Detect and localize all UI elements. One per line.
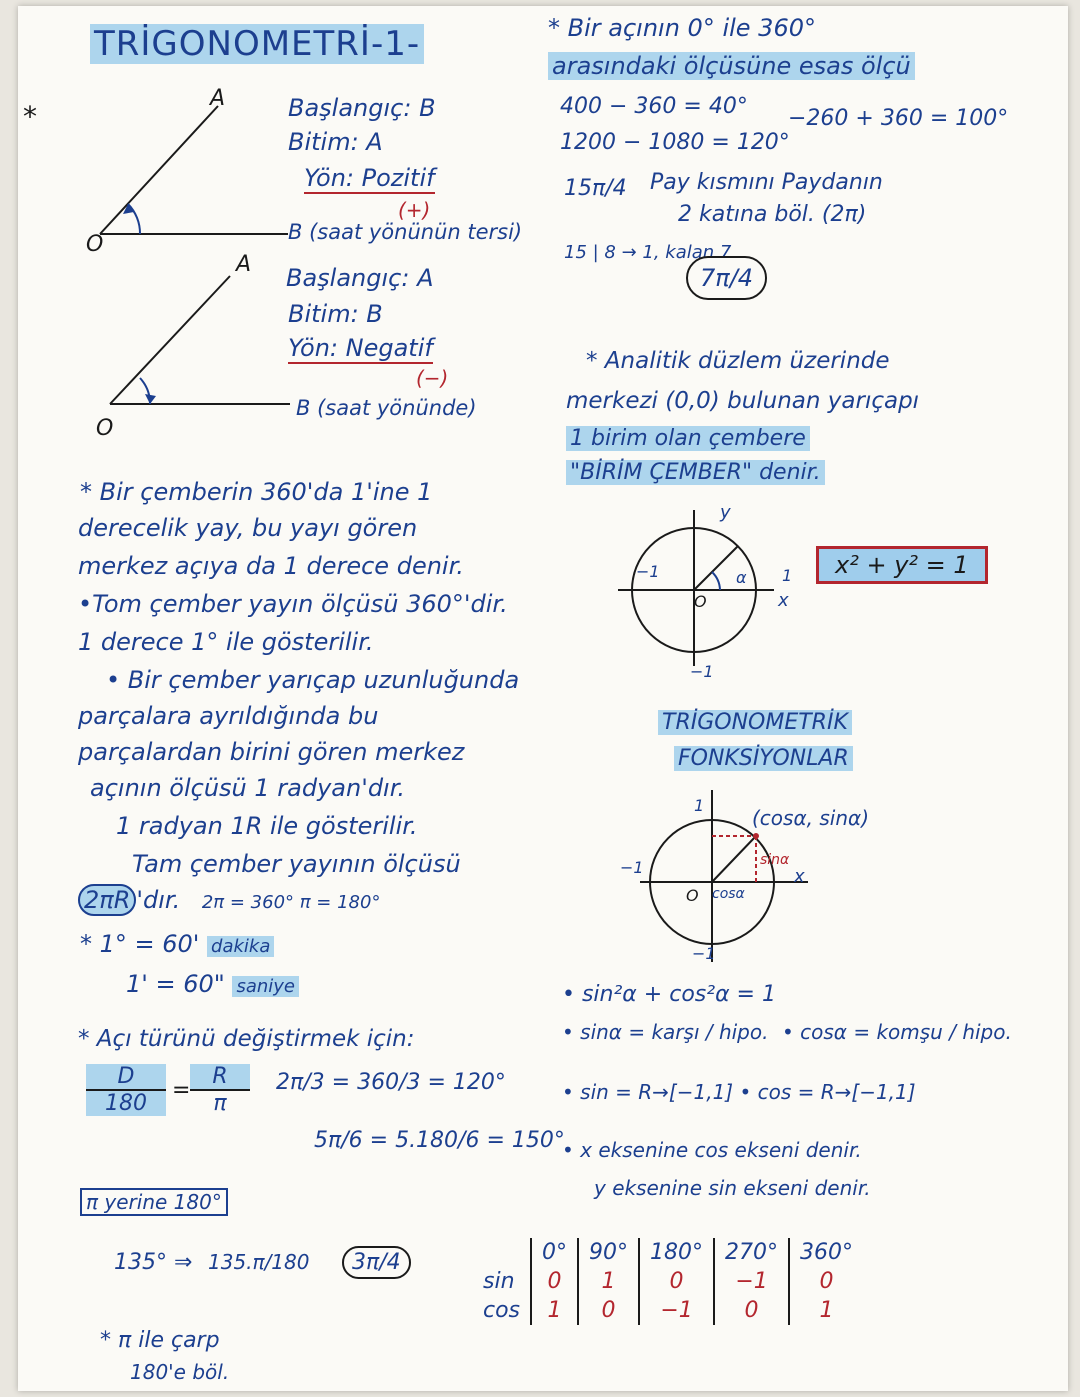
- positive-sign: (+): [398, 198, 431, 222]
- degree-line-2: derecelik yay, bu yayı gören: [78, 514, 418, 542]
- conversion-heading: * Açı türünü değiştirmek için:: [78, 1026, 415, 1052]
- trig-heading-1: TRİGONOMETRİK: [658, 710, 852, 735]
- table-header-cell: 90°: [578, 1238, 639, 1267]
- d-over-180-fraction: D 180: [86, 1064, 166, 1116]
- degree-line-9: açının ölçüsü 1 radyan'dır.: [90, 774, 406, 802]
- r-over-pi-fraction: R π: [190, 1064, 250, 1116]
- axis-line-1: • x eksenine cos ekseni denir.: [562, 1138, 862, 1162]
- example-result: 3π/4: [342, 1246, 411, 1279]
- degree-line-1: * Bir çemberin 360'da 1'ine 1: [80, 478, 433, 506]
- table-header-cell: 360°: [789, 1238, 863, 1267]
- table-cell: 0: [531, 1267, 578, 1296]
- vertex-o-2: O: [96, 416, 114, 441]
- axis-line-2: y eksenine sin ekseni denir.: [594, 1176, 871, 1200]
- circle1-bottom: −1: [690, 662, 714, 681]
- ranges-line: • sin = R→[−1,1] • cos = R→[−1,1]: [562, 1080, 916, 1104]
- degree-line-8: parçalardan birini gören merkez: [78, 738, 465, 766]
- trig-left-neg: −1: [620, 858, 644, 877]
- two-pi-r: 2πR: [78, 884, 136, 916]
- ray-b-label-2: B (saat yönünde): [296, 396, 477, 420]
- example-middle: 135.π/180: [208, 1250, 310, 1274]
- trig-point-label: (cosα, sinα): [752, 806, 869, 830]
- principal-heading-2: arasındaki ölçüsüne esas ölçü: [548, 52, 915, 80]
- row-label: sin: [483, 1269, 515, 1294]
- sin-definition: • sinα = karşı / hipo.: [562, 1020, 769, 1044]
- trig-heading-2: FONKSİYONLAR: [674, 746, 853, 771]
- circle1-neg-one: −1: [636, 562, 660, 581]
- table-row: [473, 1267, 863, 1296]
- trig-top-one: 1: [694, 796, 705, 815]
- unit-text-3: 1 birim olan çembere: [566, 426, 810, 451]
- unit-text-2: merkezi (0,0) bulunan yarıçapı: [566, 388, 920, 414]
- notebook-page: [18, 6, 1068, 1391]
- ratio-equals: =: [172, 1078, 191, 1103]
- point-a-1: A: [210, 86, 226, 111]
- page-title: TRİGONOMETRİ-1-: [90, 24, 424, 64]
- circle1-x-label: x: [778, 590, 789, 611]
- principal-rule-2: 2 katına böl. (2π): [678, 202, 867, 227]
- circle1-alpha: α: [736, 568, 747, 587]
- point-a-2: A: [236, 252, 252, 277]
- trig-cos-label: cosα: [712, 886, 745, 902]
- direction-label-1: Yön: Pozitif: [304, 164, 435, 192]
- unit-circle-equation: x² + y² = 1: [816, 546, 988, 584]
- end-label-2: Bitim: B: [288, 300, 383, 328]
- trig-bottom-neg: −1: [692, 944, 716, 963]
- table-header-cell: 0°: [531, 1238, 578, 1267]
- table-cell: −1: [639, 1296, 714, 1325]
- degree-line-3: merkez açıya da 1 derece denir.: [78, 552, 464, 580]
- minute-line: * 1° = 60' dakika: [80, 930, 274, 958]
- principal-heading-1: * Bir açının 0° ile 360°: [548, 14, 816, 42]
- conversion-eq-1: 2π/3 = 360/3 = 120°: [276, 1070, 506, 1095]
- table-header-cell: 270°: [714, 1238, 789, 1267]
- circle1-origin: O: [694, 592, 707, 611]
- table-cell: 0: [639, 1267, 714, 1296]
- table-cell: 1: [578, 1267, 639, 1296]
- principal-rule-1: Pay kısmını Paydanın: [650, 170, 883, 195]
- principal-example-3: 1200 − 1080 = 120°: [560, 130, 790, 155]
- circle1-one: 1: [782, 566, 793, 585]
- unit-text-1: * Analitik düzlem üzerinde: [586, 348, 890, 374]
- start-label-1: Başlangıç: B: [288, 94, 436, 122]
- table-row: [473, 1296, 863, 1325]
- vertex-o-1: O: [86, 232, 104, 257]
- table-header-row: [473, 1238, 863, 1267]
- star-bullet: *: [23, 100, 37, 133]
- start-label-2: Başlangıç: A: [286, 264, 434, 292]
- unit-text-4: "BİRİM ÇEMBER" denir.: [566, 460, 825, 485]
- table-cell: 1: [789, 1296, 863, 1325]
- identity-line: • sin²α + cos²α = 1: [562, 982, 776, 1007]
- negative-sign: (−): [416, 366, 449, 390]
- principal-fraction: 15π/4: [564, 176, 627, 201]
- table-header-cell: [473, 1238, 531, 1267]
- degree-line-7: parçalara ayrıldığında bu: [78, 702, 379, 730]
- second-line: 1' = 60" saniye: [126, 970, 299, 998]
- trig-origin: O: [686, 886, 699, 905]
- table-cell: 1: [531, 1296, 578, 1325]
- table-cell: 0: [789, 1267, 863, 1296]
- conversion-eq-2: 5π/6 = 5.180/6 = 150°: [314, 1128, 565, 1153]
- unit-circle-diagram: [598, 506, 798, 676]
- divide-180-note: 180'e böl.: [130, 1360, 230, 1384]
- direction-label-2: Yön: Negatif: [288, 334, 433, 362]
- table-cell: −1: [714, 1267, 789, 1296]
- row-label: cos: [483, 1298, 521, 1323]
- degree-line-12: 2πR 'dır. 2π = 360° π = 180°: [78, 886, 380, 914]
- table-header-cell: 180°: [639, 1238, 714, 1267]
- degree-line-6: • Bir çember yarıçap uzunluğunda: [106, 666, 520, 694]
- trig-value-table: [473, 1238, 863, 1325]
- circle1-y-label: y: [720, 502, 731, 523]
- table-cell: 0: [578, 1296, 639, 1325]
- pi-replace-note: π yerine 180°: [80, 1188, 228, 1216]
- trig-x-label: x: [794, 866, 805, 887]
- principal-division: 15 | 8 → 1, kalan 7: [564, 242, 732, 263]
- principal-example-2: −260 + 360 = 100°: [788, 106, 1009, 131]
- degree-line-4: •Tom çember yayın ölçüsü 360°'dir.: [78, 590, 508, 618]
- principal-result: 7π/4: [686, 256, 767, 300]
- degree-line-11: Tam çember yayının ölçüsü: [132, 850, 461, 878]
- degree-line-5: 1 derece 1° ile gösterilir.: [78, 628, 374, 656]
- multiply-pi-note: * π ile çarp: [100, 1328, 220, 1353]
- trig-sin-label: sinα: [760, 852, 790, 868]
- table-cell: 0: [714, 1296, 789, 1325]
- example-degree: 135° ⇒: [114, 1250, 193, 1275]
- principal-example-1: 400 − 360 = 40°: [560, 94, 748, 119]
- ray-b-label-1: B (saat yönünün tersi): [288, 220, 523, 244]
- end-label-1: Bitim: A: [288, 128, 383, 156]
- cos-definition: • cosα = komşu / hipo.: [782, 1020, 1012, 1044]
- degree-line-10: 1 radyan 1R ile gösterilir.: [116, 812, 418, 840]
